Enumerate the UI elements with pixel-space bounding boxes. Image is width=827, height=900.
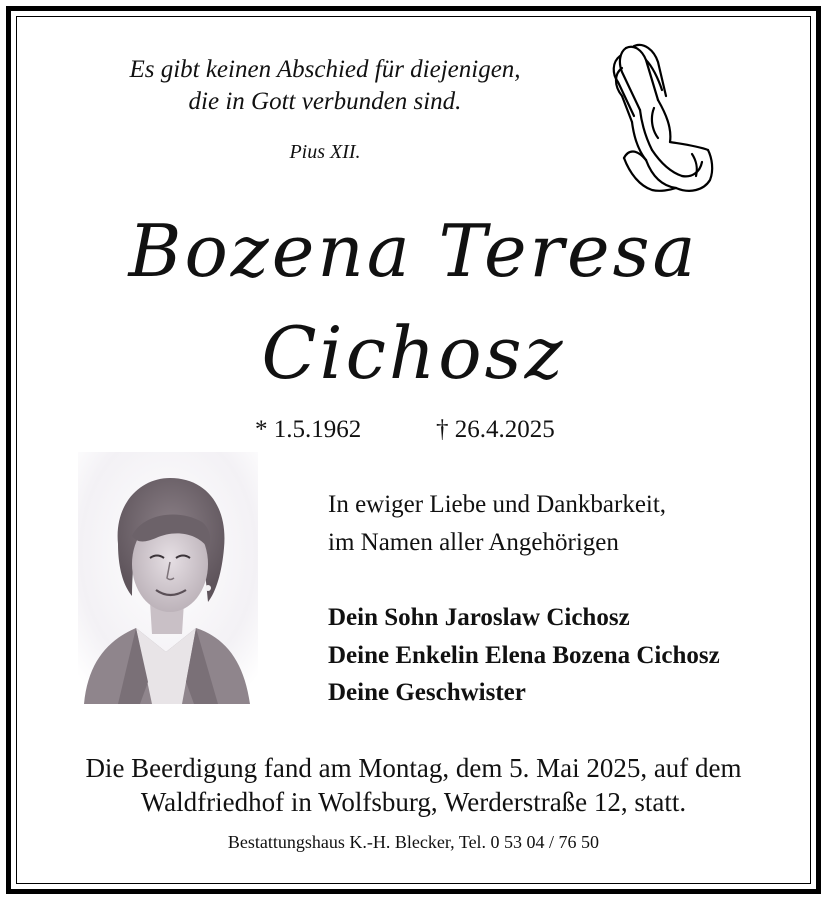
family-member-son: Dein Sohn Jaroslaw Cichosz bbox=[328, 604, 630, 631]
quote-line-1: Es gibt keinen Abschied für diejenigen, bbox=[129, 56, 521, 83]
funeral-notice-line-1: Die Beerdigung fand am Montag, dem 5. Mai 2025, auf dem bbox=[85, 753, 742, 783]
funeral-notice-line-2: Waldfriedhof in Wolfsburg, Werderstraße 12, statt. bbox=[140, 787, 687, 817]
thanks-line-1: In ewiger Liebe und Dankbarkeit, bbox=[328, 491, 667, 518]
thanks-line-2: im Namen aller Angehörigen bbox=[328, 529, 619, 556]
praying-hands-icon bbox=[600, 38, 720, 198]
family-member-granddaughter: Deine Enkelin Elena Bozena Cichosz bbox=[328, 642, 720, 669]
death-date: † 26.4.2025 bbox=[436, 416, 555, 443]
quote-author: Pius XII. bbox=[289, 141, 361, 163]
birth-date: * 1.5.1962 bbox=[255, 416, 362, 443]
deceased-first-names: Bozena Teresa bbox=[128, 209, 699, 293]
family-member-siblings: Deine Geschwister bbox=[328, 679, 526, 706]
undertaker-contact: Bestattungshaus K.-H. Blecker, Tel. 0 53 04 / 76 50 bbox=[227, 832, 600, 852]
deceased-surname: Cichosz bbox=[261, 311, 566, 395]
quote-line-2: die in Gott verbunden sind. bbox=[188, 88, 462, 115]
portrait-photo bbox=[78, 452, 258, 704]
